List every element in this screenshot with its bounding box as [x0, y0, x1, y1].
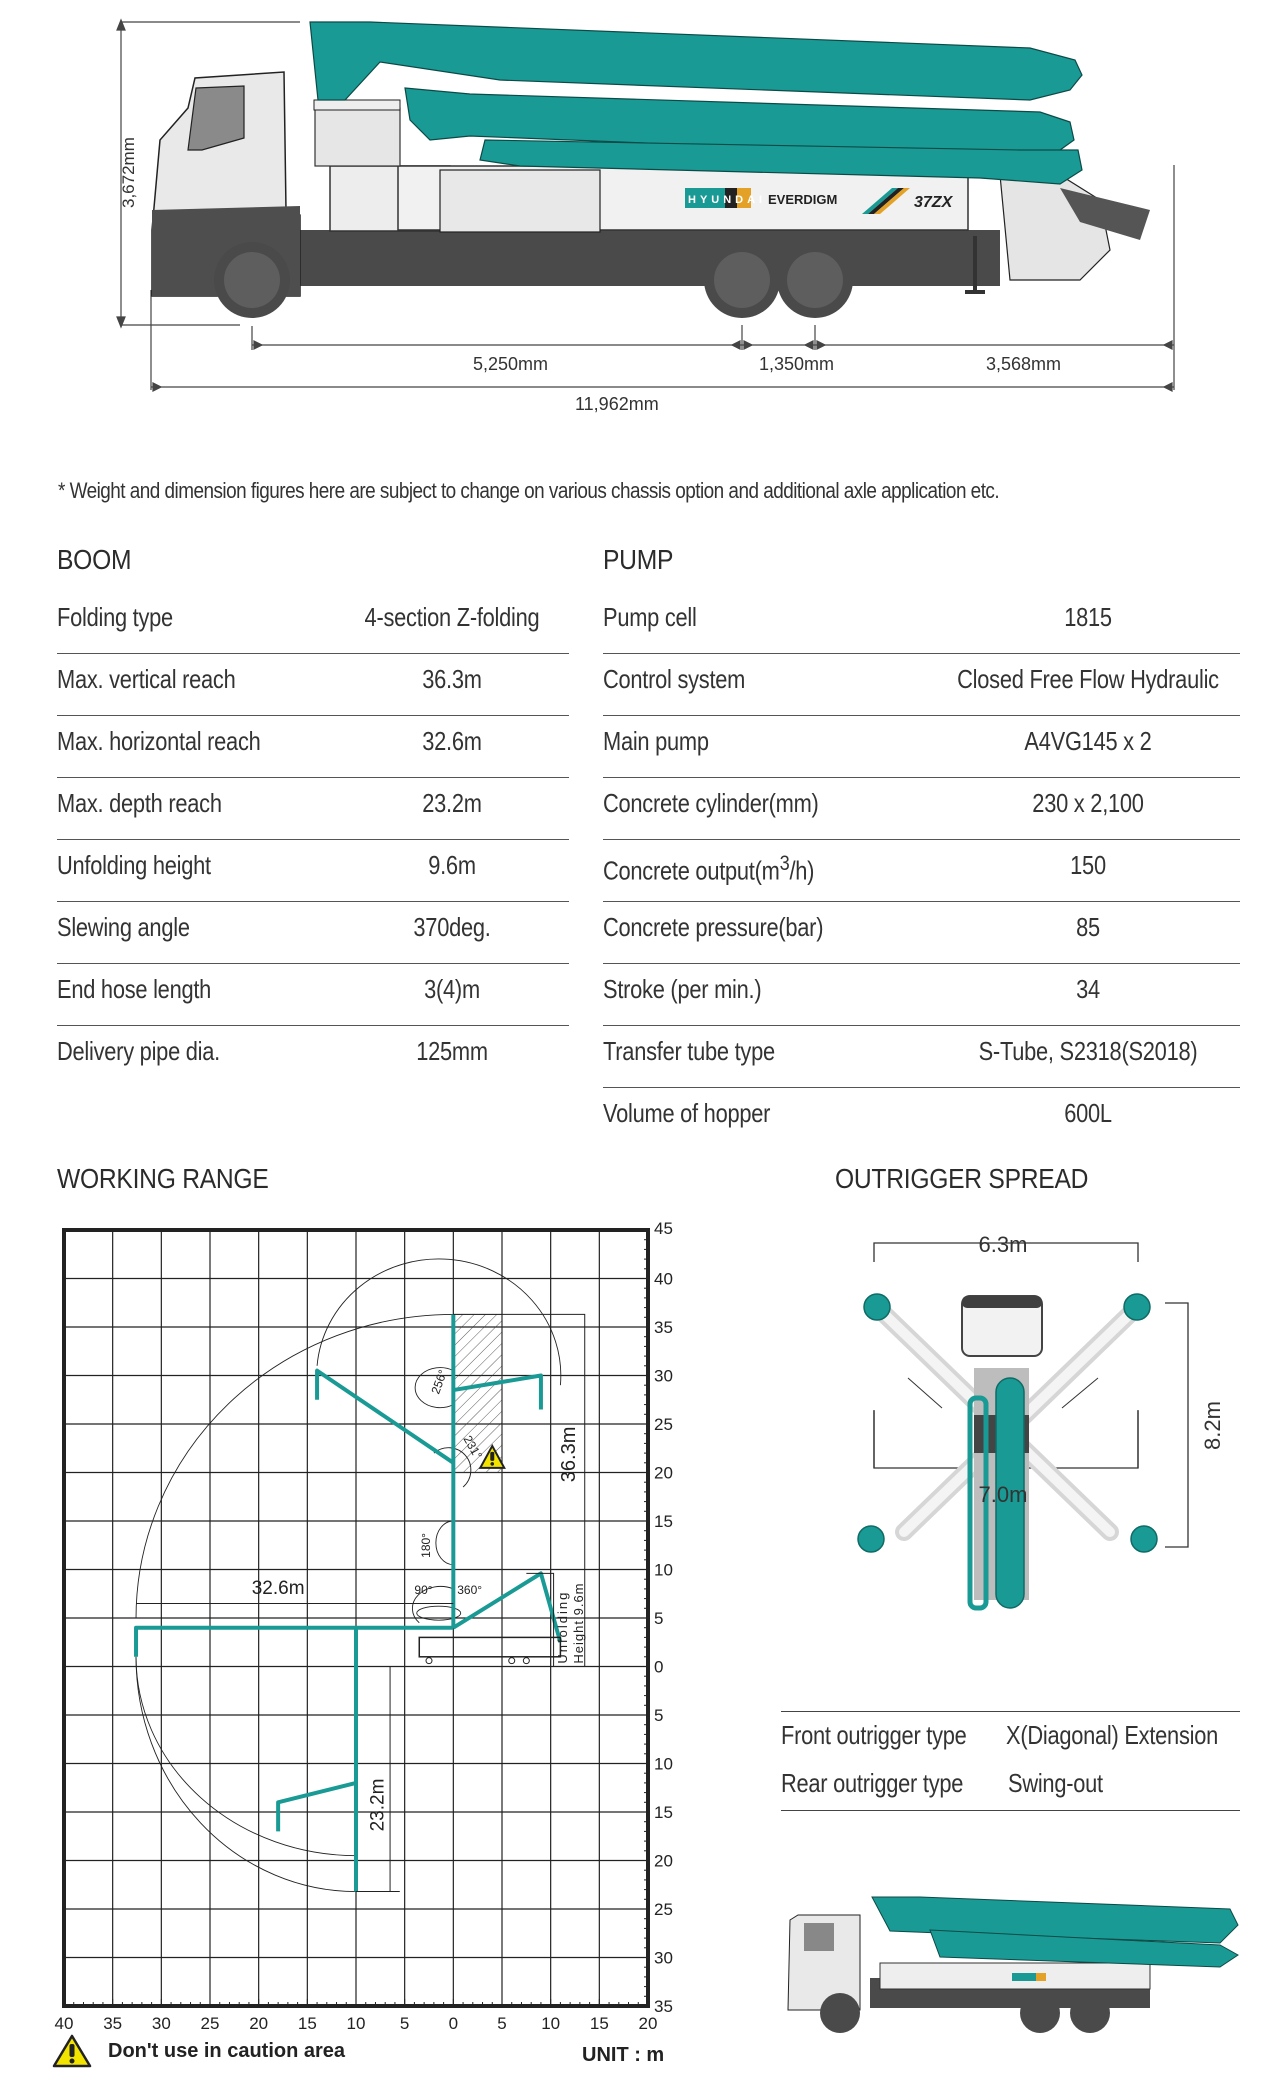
- y-tick-label: 15: [654, 1803, 673, 1822]
- unfolding-label: Unfolding: [555, 1590, 571, 1664]
- outrigger-rule-bottom: [781, 1810, 1240, 1811]
- spec-row: [57, 1026, 569, 1087]
- angle-label-90: 90°: [414, 1582, 433, 1597]
- angle-label-256: 256°: [428, 1367, 451, 1396]
- spec-label: Unfolding height: [57, 850, 211, 880]
- mini-truck-body: [419, 1637, 560, 1656]
- spec-row: [57, 902, 569, 964]
- unfolding-dim-line: [526, 1573, 553, 1666]
- spec-row: [603, 778, 1240, 840]
- y-tick-label: 25: [654, 1900, 673, 1919]
- spec-value: 9.6m: [428, 850, 476, 880]
- caution-legend: Don't use in caution area: [108, 2040, 346, 2062]
- x-tick-label: 5: [497, 2014, 507, 2033]
- rear-outrigger-value: Swing-out: [1008, 1768, 1103, 1798]
- spec-label-text: Concrete output(m: [603, 855, 780, 886]
- spec-row: [57, 964, 569, 1026]
- spec-row: [57, 840, 569, 902]
- mini-truck-wheel: [426, 1658, 432, 1664]
- y-tick-label: 0: [654, 1657, 664, 1677]
- x-tick-label: 15: [589, 2014, 609, 2033]
- truck-side-view: [0, 0, 1282, 420]
- front-width-dim: 6.3m: [978, 1232, 1028, 1257]
- x-tick-label: 35: [103, 2014, 123, 2033]
- caution-dot: [490, 1462, 494, 1466]
- boom-spec-table: [57, 592, 569, 1087]
- spec-row: [603, 1026, 1240, 1088]
- spec-label: Volume of hopper: [603, 1098, 771, 1128]
- x-tick-label: 0: [448, 2014, 459, 2033]
- y-tick-label: 5: [654, 1609, 664, 1628]
- spec-label: Control system: [603, 664, 746, 694]
- spec-value: 32.6m: [422, 726, 482, 756]
- vertical-reach-label: 36.3m: [558, 1426, 580, 1483]
- x-tick-label: 40: [54, 2014, 74, 2033]
- pump-spec-table: [603, 592, 1240, 1149]
- spec-label: Delivery pipe dia.: [57, 1036, 220, 1066]
- mini-truck-wheel: [509, 1658, 515, 1664]
- angle-label-360: 360°: [457, 1582, 483, 1597]
- spec-row: [603, 964, 1240, 1026]
- model-label: 37ZX: [914, 194, 953, 211]
- y-tick-label: 15: [654, 1512, 673, 1531]
- spec-value: 600L: [1064, 1098, 1112, 1128]
- spec-value: 4-section Z-folding: [364, 602, 540, 632]
- y-tick-label: 20: [654, 1851, 673, 1871]
- spec-row: [603, 840, 1240, 902]
- y-tick-label: 5: [654, 1706, 664, 1725]
- wheelbase-front-dim: 5,250mm: [473, 354, 549, 374]
- spec-label: Max. vertical reach: [57, 664, 236, 694]
- spec-label: Transfer tube type: [603, 1036, 775, 1066]
- front-outrigger-label: Front outrigger type: [781, 1720, 967, 1750]
- x-tick-label: 20: [249, 2014, 269, 2033]
- y-tick-label: 40: [654, 1269, 673, 1289]
- x-tick-label: 20: [638, 2014, 658, 2033]
- angle-label-231: 231°: [460, 1433, 486, 1462]
- spec-label: [603, 850, 814, 887]
- horizontal-reach-label: 32.6m: [251, 1577, 305, 1599]
- spec-label-sup: 3: [779, 850, 790, 875]
- spec-row: [603, 716, 1240, 778]
- unfolding-height-label: Height 9.6m: [570, 1582, 586, 1664]
- spec-value: 85: [1076, 912, 1100, 942]
- spec-row: [603, 654, 1240, 716]
- depth-reach-label: 23.2m: [367, 1778, 389, 1832]
- reach-arc-outer: [136, 1314, 453, 1618]
- spec-value: 150: [1070, 850, 1106, 880]
- y-tick-label: 35: [654, 1318, 673, 1337]
- outrigger-title: OUTRIGGER SPREAD: [835, 1163, 1089, 1194]
- spec-value: 230 x 2,100: [1032, 788, 1144, 818]
- unit-label: UNIT : m: [582, 2044, 665, 2066]
- spec-value: 125mm: [416, 1036, 488, 1066]
- spec-label: Concrete cylinder(mm): [603, 788, 819, 818]
- length-dim: 8.2m: [1200, 1401, 1225, 1450]
- depth-arc-outer: [136, 1657, 356, 1892]
- mini-truck-wheel: [523, 1658, 529, 1664]
- angle-arc-180: [436, 1521, 453, 1565]
- spec-label: Max. horizontal reach: [57, 726, 261, 756]
- y-tick-label: 10: [654, 1754, 673, 1774]
- boom-depth-arm: [278, 1783, 356, 1832]
- brand-left: HYUNDAI: [688, 194, 767, 206]
- y-tick-label: 20: [654, 1463, 673, 1483]
- spec-value: 36.3m: [422, 664, 482, 694]
- spec-value: 3(4)m: [424, 974, 480, 1004]
- wheelbase-rear-dim: 1,350mm: [759, 354, 835, 374]
- spec-label: Pump cell: [603, 602, 697, 632]
- x-tick-label: 5: [399, 2014, 410, 2033]
- spec-label: Main pump: [603, 726, 709, 756]
- spec-value: 23.2m: [422, 788, 482, 818]
- spec-value: 1815: [1064, 602, 1112, 632]
- spec-row: [57, 592, 569, 654]
- depth-arc-inner: [136, 1657, 356, 1856]
- spec-label: Max. depth reach: [57, 788, 222, 818]
- spec-value: 34: [1076, 974, 1100, 1004]
- y-tick-label: 35: [654, 1997, 673, 2016]
- truck-thumbnail: [780, 1885, 1250, 2035]
- outrigger-diagram: [760, 1210, 1282, 1680]
- y-tick-label: 30: [654, 1948, 673, 1968]
- disclaimer: * Weight and dimension figures here are subject to change on various chassis option and additional axle application etc.: [58, 478, 1000, 503]
- x-tick-label: 25: [200, 2014, 220, 2033]
- caution-bang: [490, 1452, 494, 1461]
- working-range-title: WORKING RANGE: [57, 1163, 269, 1194]
- spec-label: Concrete pressure(bar): [603, 912, 824, 942]
- rear-outrigger-label: Rear outrigger type: [781, 1768, 964, 1798]
- x-tick-label: 10: [346, 2014, 366, 2033]
- spec-label: End hose length: [57, 974, 212, 1004]
- front-outrigger-value: X(Diagonal) Extension: [1006, 1720, 1219, 1750]
- outrigger-rule-top: [781, 1711, 1240, 1712]
- spec-label: Stroke (per min.): [603, 974, 762, 1004]
- boom-horizontal: [136, 1628, 453, 1657]
- pump-title: PUMP: [603, 544, 674, 575]
- spec-row: [603, 592, 1240, 654]
- rear-overhang-dim: 3,568mm: [986, 354, 1062, 374]
- spec-row: [57, 654, 569, 716]
- y-tick-label: 10: [654, 1560, 673, 1580]
- mini-truck: [419, 1637, 560, 1663]
- working-range-chart: [0, 1200, 720, 2079]
- x-tick-label: 10: [541, 2014, 561, 2033]
- spec-value: A4VG145 x 2: [1024, 726, 1152, 756]
- caution-icon: [52, 2034, 92, 2068]
- y-tick-label: 30: [654, 1366, 673, 1386]
- arm-arc: [317, 1259, 561, 1385]
- x-tick-label: 15: [297, 2014, 317, 2033]
- spec-value: Closed Free Flow Hydraulic: [957, 664, 1219, 694]
- spec-row: [57, 716, 569, 778]
- angle-label-180: 180°: [418, 1533, 433, 1558]
- spec-label-text: /h): [789, 855, 815, 886]
- rear-width-dim: 7.0m: [978, 1482, 1028, 1507]
- y-tick-label: 45: [654, 1219, 673, 1238]
- spec-row: [603, 902, 1240, 964]
- spec-label: Folding type: [57, 602, 173, 632]
- spec-row: [57, 778, 569, 840]
- spec-row: [603, 1088, 1240, 1149]
- height-dim: 3,672mm: [119, 137, 138, 208]
- overall-length-dim: 11,962mm: [575, 394, 659, 414]
- y-tick-label: 25: [654, 1415, 673, 1434]
- truck-side-illustration: [0, 0, 1282, 420]
- spec-value: S-Tube, S2318(S2018): [978, 1036, 1198, 1066]
- spec-label: Slewing angle: [57, 912, 190, 942]
- spec-value: 370deg.: [413, 912, 491, 942]
- boom-title: BOOM: [57, 544, 132, 575]
- x-tick-label: 30: [151, 2014, 171, 2033]
- brand-right: EVERDIGM: [768, 192, 838, 207]
